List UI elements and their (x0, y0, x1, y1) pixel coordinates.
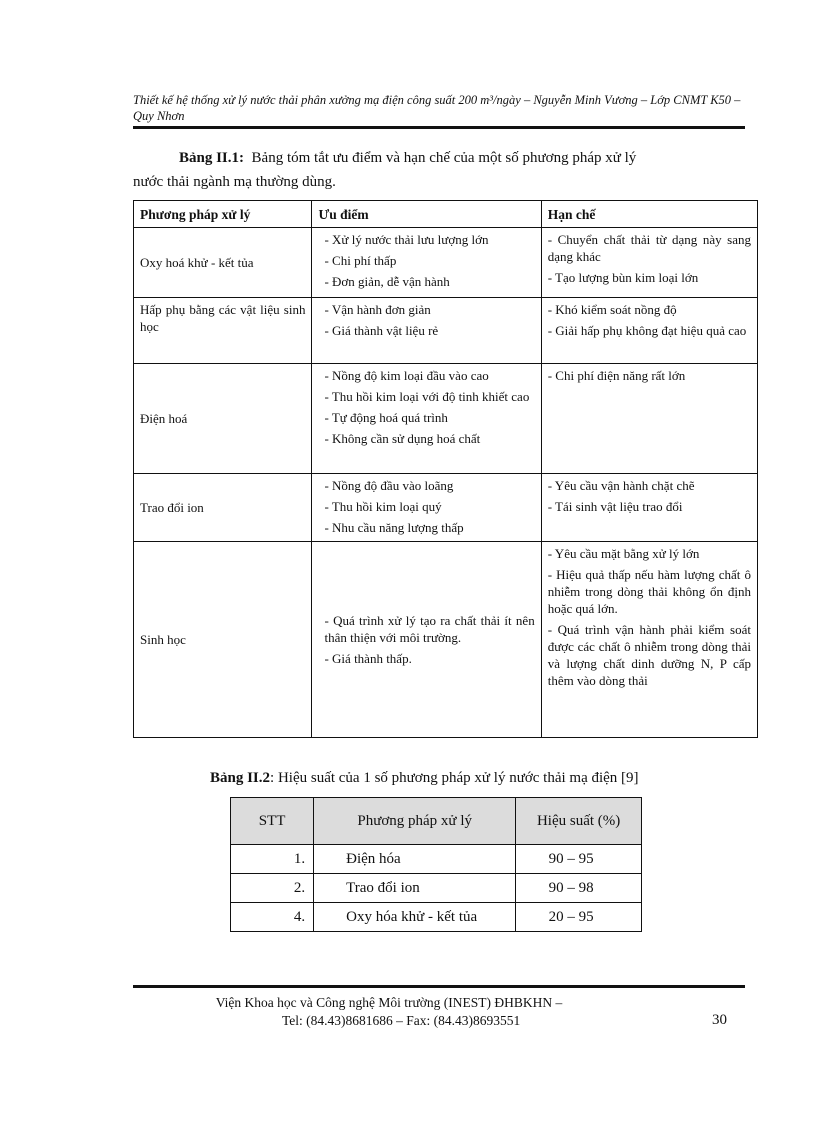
pros-item: - Thu hồi kim loại với độ tinh khiết cao (324, 389, 530, 404)
method-cell: Điện hoá (134, 364, 312, 474)
table1-caption-text2: nước thải ngành mạ thường dùng. (133, 174, 336, 190)
pros-cell (312, 228, 541, 298)
pros-item: - Tự động hoá quá trình (324, 410, 448, 425)
cons-cell (541, 542, 757, 738)
table-row (231, 903, 642, 932)
method-cell: Điện hóa (314, 845, 516, 874)
pros-cell (312, 364, 541, 474)
table-row (134, 474, 758, 542)
efficiency-cell: 90 – 98 (516, 874, 642, 903)
footer-institute: Viện Khoa học và Công nghệ Môi trường (INEST) ĐHBKHN – (215, 995, 563, 1010)
method-cell: Oxy hoá khử - kết tủa (134, 228, 312, 298)
pros-item: - Nồng độ kim loại đầu vào cao (324, 368, 489, 383)
cons-item: - Quá trình vận hành phải kiểm soát được các chất ô nhiễm trong dòng thải và lượng chất dinh dưỡng N, P cấp thêm vào dòng thải (547, 622, 751, 688)
table1-caption-text: Bảng tóm tắt ưu điểm và hạn chế của một số phương pháp xử lý (251, 150, 637, 166)
table-row (231, 874, 642, 903)
header-cons: Hạn chế (541, 201, 757, 228)
stt-cell: 2. (231, 874, 314, 903)
cons-item: - Khó kiểm soát nồng độ (547, 302, 677, 317)
cons-item: - Chi phí điện năng rất lớn (547, 368, 686, 383)
table1-caption-label: Bảng II.1: (179, 150, 245, 166)
header-efficiency: Hiệu suất (%) (516, 798, 642, 845)
efficiency-cell: 90 – 95 (516, 845, 642, 874)
pros-item: - Giá thành vật liệu rẻ (324, 323, 439, 338)
cons-cell (541, 298, 757, 364)
cons-item: - Tái sinh vật liệu trao đổi (547, 499, 683, 514)
methods-comparison-table (133, 200, 758, 738)
cons-item: - Tạo lượng bùn kim loại lớn (547, 270, 699, 285)
footer-contact: Tel: (84.43)8681686 – Fax: (84.43)8693551 (282, 1013, 521, 1028)
cons-item: - Giải hấp phụ không đạt hiệu quả cao (547, 323, 747, 338)
efficiency-cell: 20 – 95 (516, 903, 642, 932)
table2-caption-text: : Hiệu suất của 1 số phương pháp xử lý nước thải mạ điện [9] (270, 770, 639, 786)
cons-item: - Chuyển chất thải từ dạng này sang dạng khác (547, 232, 751, 264)
footer-rule (133, 985, 745, 988)
table1-caption (133, 146, 745, 194)
cons-cell (541, 228, 757, 298)
stt-cell: 1. (231, 845, 314, 874)
cons-item: - Yêu cầu mặt bằng xử lý lớn (547, 546, 700, 561)
table-row (134, 228, 758, 298)
table-header-row (134, 201, 758, 228)
table-row (134, 542, 758, 738)
method-cell: Trao đổi ion (314, 874, 516, 903)
pros-item: - Thu hồi kim loại quý (324, 499, 442, 514)
method-cell: Sinh học (134, 542, 312, 738)
running-header: Thiết kế hệ thống xử lý nước thải phân xưởng mạ điện công suất 200 m³/ngày – Nguyễn Minh Vương – Lớp CNMT K50 – Quy Nhơn (133, 93, 741, 123)
table-row (231, 845, 642, 874)
stt-cell: 4. (231, 903, 314, 932)
header-method: Phương pháp xử lý (314, 798, 516, 845)
pros-item: - Giá thành thấp. (324, 651, 412, 666)
pros-item: - Vận hành đơn giản (324, 302, 431, 317)
page-number: 30 (712, 1012, 727, 1028)
table-row (134, 364, 758, 474)
efficiency-table (230, 797, 642, 932)
method-cell: Hấp phụ bằng các vật liệu sinh học (134, 298, 312, 364)
pros-cell (312, 298, 541, 364)
header-rule (133, 126, 745, 129)
pros-item: - Nồng độ đầu vào loãng (324, 478, 454, 493)
cons-item: - Hiệu quả thấp nếu hàm lượng chất ô nhiễm trong dòng thải không ổn định hoặc quá lớn. (547, 567, 751, 616)
header-stt: STT (231, 798, 314, 845)
pros-cell (312, 542, 541, 738)
table-header-row (231, 798, 642, 845)
pros-item: - Quá trình xử lý tạo ra chất thải ít nên thân thiện với môi trường. (324, 613, 535, 645)
header-method: Phương pháp xử lý (134, 201, 312, 228)
method-cell: Trao đổi ion (134, 474, 312, 542)
pros-item: - Đơn giản, dễ vận hành (324, 274, 450, 289)
footer (133, 994, 745, 1030)
pros-item: - Xử lý nước thải lưu lượng lớn (324, 232, 489, 247)
cons-cell (541, 364, 757, 474)
table-row (134, 298, 758, 364)
pros-cell (312, 474, 541, 542)
pros-item: - Chi phí thấp (324, 253, 397, 268)
pros-item: - Không cần sử dụng hoá chất (324, 431, 481, 446)
header-pros: Ưu điểm (312, 201, 541, 228)
cons-cell (541, 474, 757, 542)
pros-item: - Nhu cầu năng lượng thấp (324, 520, 464, 535)
table2-caption-label: Bảng II.2 (210, 770, 271, 786)
method-cell: Oxy hóa khử - kết tủa (314, 903, 516, 932)
table2-caption (210, 770, 639, 787)
cons-item: - Yêu cầu vận hành chặt chẽ (547, 478, 695, 493)
